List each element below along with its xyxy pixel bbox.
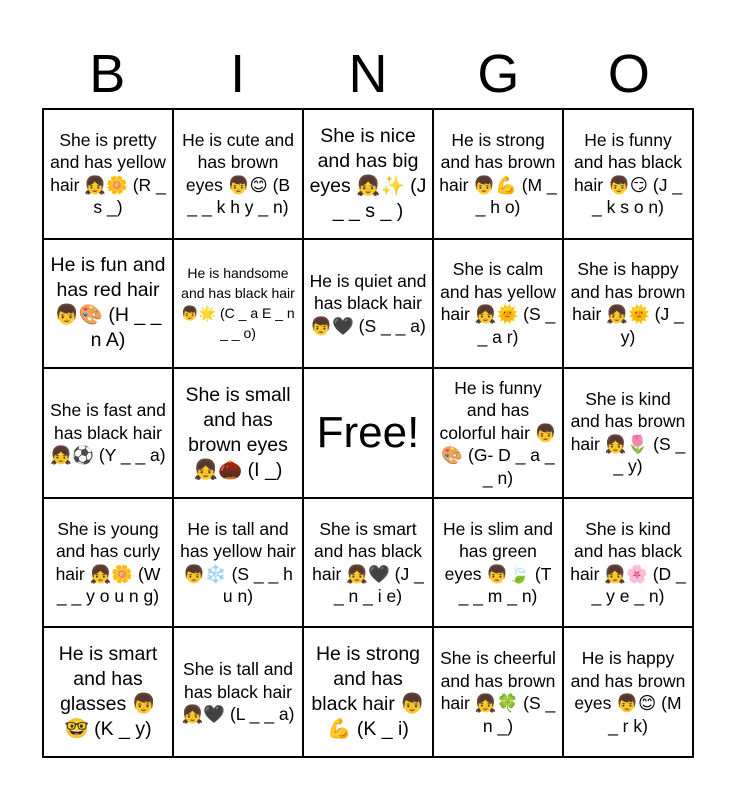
cell-text: She is happy and has brown hair 👧🌞 (J _ y) — [570, 259, 686, 347]
header-letter-n: N — [348, 44, 388, 104]
cell-text: She is kind and has black hair 👧🌸 (D _ _ y e _ n) — [570, 518, 686, 607]
header-letter-b: B — [89, 44, 126, 104]
header-letter-o: O — [607, 44, 650, 104]
bingo-grid — [42, 108, 694, 758]
bingo-cell — [434, 240, 564, 370]
header-letter-g: G — [477, 44, 520, 104]
bingo-cell — [564, 628, 694, 758]
bingo-cell — [304, 240, 434, 370]
bingo-cell — [434, 628, 564, 758]
cell-text: He is happy and has brown eyes 👦😊 (M _ r k) — [570, 648, 686, 736]
bingo-cell — [44, 110, 174, 240]
bingo-cell — [304, 499, 434, 629]
cell-text: He is slim and has green eyes 👦🍃 (T _ _ m _ n) — [443, 518, 553, 607]
bingo-cell — [564, 369, 694, 499]
bingo-cell — [564, 110, 694, 240]
bingo-cell — [434, 499, 564, 629]
bingo-cell — [564, 240, 694, 370]
bingo-cell — [174, 369, 304, 499]
bingo-cell — [174, 240, 304, 370]
cell-text: He is tall and has yellow hair 👦❄️ (S _ _ h u n) — [180, 518, 296, 607]
bingo-cell — [434, 369, 564, 499]
cell-text: He is quiet and has black hair 👦🖤 (S _ _ a) — [309, 270, 427, 336]
cell-text: He is funny and has colorful hair 👦🎨 (G- D _ a _ _ n) — [439, 377, 557, 488]
cell-text: He is cute and has brown eyes 👦😊 (B _ _ k h y _ n) — [182, 129, 294, 218]
bingo-header — [42, 40, 694, 108]
cell-text: He is fun and has red hair 👦🎨 (H _ _ n A) — [50, 254, 166, 352]
cell-text: She is smart and has black hair 👧🖤 (J _ _ n _ i e) — [312, 518, 424, 607]
cell-text: She is kind and has brown hair 👧🌷 (S _ _ y) — [570, 388, 686, 477]
bingo-cell — [174, 499, 304, 629]
bingo-cell — [174, 628, 304, 758]
cell-text: She is cheerful and has brown hair 👧🍀 (S _ n _) — [440, 648, 556, 736]
cell-text: He is smart and has glasses 👦🤓 (K _ y) — [58, 643, 158, 741]
bingo-cell — [564, 499, 694, 629]
bingo-cell — [44, 628, 174, 758]
cell-text: She is calm and has yellow hair 👧🌞 (S _ _ a r) — [440, 259, 556, 347]
cell-text: He is funny and has black hair 👦😏 (J _ _ k s o n) — [573, 129, 683, 218]
bingo-cell — [304, 110, 434, 240]
cell-text: She is small and has brown eyes 👧🌰 (I _) — [185, 383, 291, 481]
bingo-cell — [44, 369, 174, 499]
bingo-cell — [44, 240, 174, 370]
bingo-cell — [304, 628, 434, 758]
bingo-cell — [434, 110, 564, 240]
cell-text: She is fast and has black hair 👧⚽ (Y _ _ a) — [50, 400, 166, 466]
free-label: Free! — [316, 407, 420, 457]
cell-text: She is pretty and has yellow hair 👧🌼 (R _ s _) — [50, 129, 166, 218]
cell-text: She is young and has curly hair 👧🌼 (W _ _ y o u n g) — [55, 518, 161, 607]
cell-text: He is strong and has brown hair 👦💪 (M _ _ h o) — [439, 129, 557, 218]
cell-text: He is strong and has black hair 👦💪 (K _ i) — [311, 643, 425, 741]
cell-text: She is tall and has black hair 👧🖤 (L _ _ a) — [181, 659, 295, 725]
cell-text: She is nice and has big eyes 👧✨ (J _ _ s _ ) — [309, 124, 427, 222]
bingo-cell — [174, 110, 304, 240]
bingo-cell — [44, 499, 174, 629]
header-letter-i: I — [230, 44, 246, 104]
cell-text: He is handsome and has black hair 👦🌟 (C _ a E _ n _ _ o) — [181, 265, 295, 342]
free-space — [304, 369, 434, 499]
